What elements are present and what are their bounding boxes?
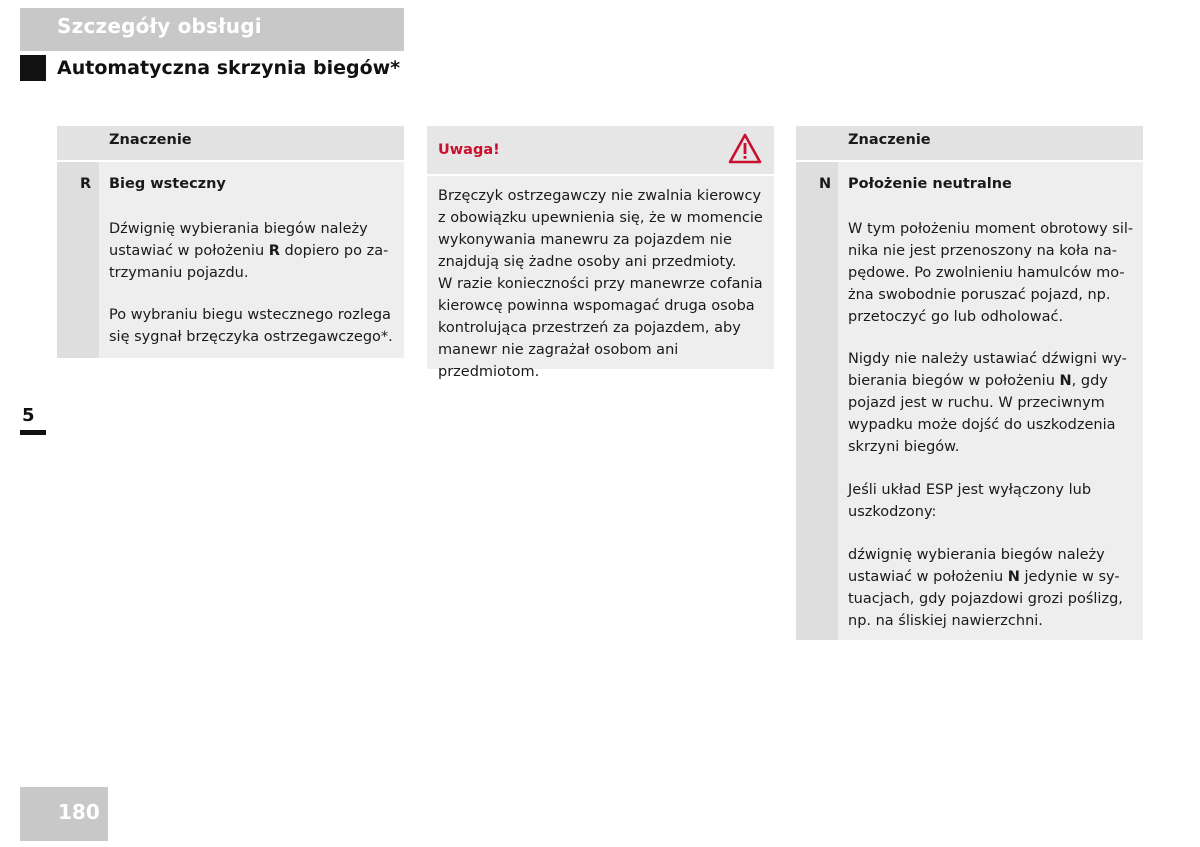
key-column: [796, 126, 838, 640]
page-title: Automatyczna skrzynia biegów*: [57, 57, 401, 79]
table-header-label: Znaczenie: [109, 132, 192, 148]
row-title-reverse: Bieg wsteczny: [109, 176, 226, 192]
warning-triangle-icon: [728, 133, 762, 165]
row-title-neutral: Położenie neutralne: [848, 176, 1012, 192]
section-header-bar: [20, 8, 404, 51]
warning-box: [427, 126, 774, 380]
neutral-para-4: dźwignię wybierania biegów należy ustawiać w położeniu N jedynie w sy- tuacjach, gdy pojazdowi grozi poślizg, np. na śliskiej nawierzchni.: [848, 547, 1123, 629]
page-number-box: [20, 787, 108, 841]
neutral-para-3: Jeśli układ ESP jest wyłączony lub uszkodzony:: [848, 482, 1092, 520]
section-header-label: Szczegóły obsługi: [57, 14, 262, 38]
neutral-para-2: Nigdy nie należy ustawiać dźwigni wy- bierania biegów w położeniu N, gdy pojazd jest w ruchu. W przeciwnym wypadku może dojść do uszkodzenia skrzyni biegów.: [848, 351, 1127, 455]
reverse-para-2: Po wybraniu biegu wstecznego rozlega się sygnał brzęczyka ostrzegawczego*.: [109, 307, 393, 345]
table-header-label: Znaczenie: [848, 132, 931, 148]
reverse-para-1: Dźwignię wybierania biegów należy ustawiać w położeniu R dopiero po za- trzymaniu pojazdu.: [109, 221, 389, 281]
table-reverse: [57, 126, 404, 358]
chapter-number: 5: [22, 405, 35, 426]
page-number: 180: [58, 800, 100, 824]
chapter-marker: [20, 430, 46, 435]
key-r: R: [80, 176, 92, 192]
table-neutral: [796, 126, 1143, 640]
section-marker: [20, 55, 46, 81]
neutral-para-1: W tym położeniu moment obrotowy sil- nika nie jest przenoszony na koła na- pędowe. Po zwolnieniu hamulców mo- żna swobodnie poruszać pojazd, np. przetoczyć go lub odholować.: [848, 221, 1134, 325]
key-n: N: [819, 176, 832, 192]
warning-text: Brzęczyk ostrzegawczy nie zwalnia kierowcy z obowiązku upewnienia się, że w momencie wykonywania manewru za pojazdem nie znajdują się żadne osoby ani przedmioty. W razie konieczności przy manewrze cofania kierowcę powinna wspomagać druga osoba kontrolująca przestrzeń za pojazdem, aby manewr nie zagrażał osobom ani przedmiotom.: [438, 188, 763, 380]
warning-title: Uwaga!: [438, 142, 500, 158]
